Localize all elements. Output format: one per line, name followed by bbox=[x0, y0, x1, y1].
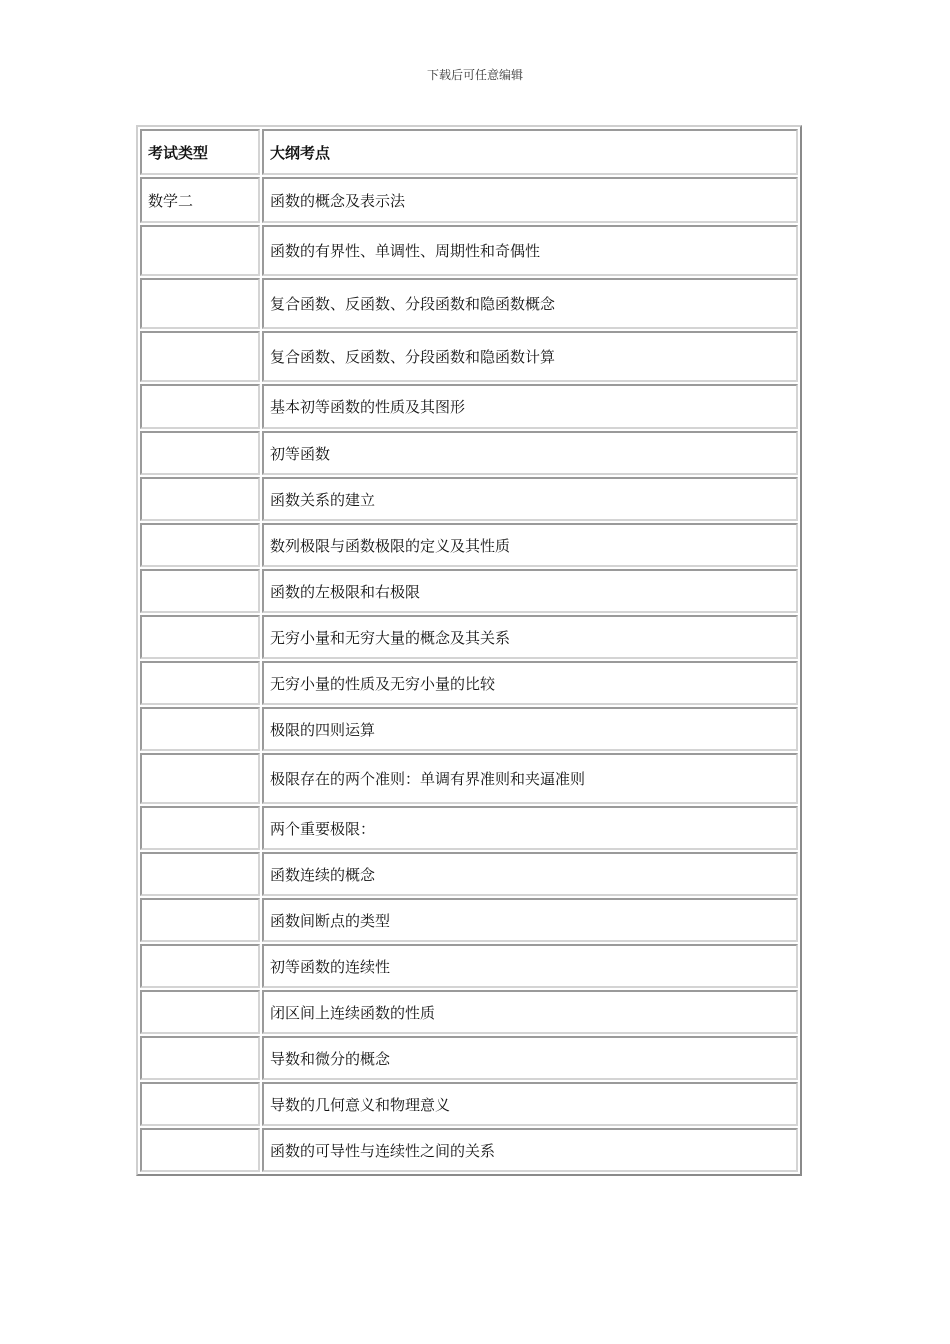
table-row bbox=[140, 1036, 798, 1080]
exam-type-cell bbox=[140, 898, 260, 942]
column-header-exam-type: 考试类型 bbox=[140, 129, 260, 175]
exam-type-cell bbox=[140, 661, 260, 705]
table-row bbox=[140, 990, 798, 1034]
exam-type-cell bbox=[140, 707, 260, 751]
topic-cell: 函数连续的概念 bbox=[262, 852, 798, 896]
exam-type-cell bbox=[140, 569, 260, 613]
topic-cell: 初等函数的连续性 bbox=[262, 944, 798, 988]
table-row bbox=[140, 806, 798, 850]
topic-cell: 复合函数、反函数、分段函数和隐函数概念 bbox=[262, 278, 798, 329]
topic-cell: 复合函数、反函数、分段函数和隐函数计算 bbox=[262, 331, 798, 382]
exam-type-cell bbox=[140, 225, 260, 276]
exam-type-cell bbox=[140, 852, 260, 896]
exam-type-cell bbox=[140, 1128, 260, 1172]
exam-type-cell bbox=[140, 1036, 260, 1080]
topic-cell: 初等函数 bbox=[262, 431, 798, 475]
exam-type-cell bbox=[140, 523, 260, 567]
topic-cell: 极限存在的两个准则：单调有界准则和夹逼准则 bbox=[262, 753, 798, 804]
table-row bbox=[140, 753, 798, 804]
exam-type-cell: 数学二 bbox=[140, 177, 260, 223]
table-row bbox=[140, 661, 798, 705]
table-row bbox=[140, 1082, 798, 1126]
topic-cell: 无穷小量的性质及无穷小量的比较 bbox=[262, 661, 798, 705]
table-row bbox=[140, 431, 798, 475]
topic-cell: 基本初等函数的性质及其图形 bbox=[262, 384, 798, 429]
exam-type-cell bbox=[140, 1082, 260, 1126]
topic-cell: 无穷小量和无穷大量的概念及其关系 bbox=[262, 615, 798, 659]
exam-type-cell bbox=[140, 278, 260, 329]
table-row bbox=[140, 384, 798, 429]
table-header-row bbox=[140, 129, 798, 175]
table-row bbox=[140, 569, 798, 613]
exam-type-cell bbox=[140, 944, 260, 988]
page-header-note: 下载后可任意编辑 bbox=[426, 68, 523, 82]
table-row bbox=[140, 331, 798, 382]
table-row bbox=[140, 707, 798, 751]
topic-cell: 函数的左极限和右极限 bbox=[262, 569, 798, 613]
table-row bbox=[140, 523, 798, 567]
topic-cell: 数列极限与函数极限的定义及其性质 bbox=[262, 523, 798, 567]
exam-type-cell bbox=[140, 384, 260, 429]
exam-type-cell bbox=[140, 806, 260, 850]
exam-type-cell bbox=[140, 753, 260, 804]
topic-cell: 导数的几何意义和物理意义 bbox=[262, 1082, 798, 1126]
topic-cell: 函数间断点的类型 bbox=[262, 898, 798, 942]
topic-cell: 导数和微分的概念 bbox=[262, 1036, 798, 1080]
topic-cell: 函数关系的建立 bbox=[262, 477, 798, 521]
exam-type-cell bbox=[140, 615, 260, 659]
topic-cell: 闭区间上连续函数的性质 bbox=[262, 990, 798, 1034]
topic-cell: 两个重要极限： bbox=[262, 806, 798, 850]
table-row bbox=[140, 1128, 798, 1172]
topic-cell: 极限的四则运算 bbox=[262, 707, 798, 751]
topic-cell: 函数的概念及表示法 bbox=[262, 177, 798, 223]
table-row bbox=[140, 477, 798, 521]
topic-cell: 函数的可导性与连续性之间的关系 bbox=[262, 1128, 798, 1172]
exam-outline-table bbox=[136, 125, 802, 1176]
topic-cell: 函数的有界性、单调性、周期性和奇偶性 bbox=[262, 225, 798, 276]
table-row bbox=[140, 177, 798, 223]
exam-type-cell bbox=[140, 990, 260, 1034]
table-row bbox=[140, 898, 798, 942]
column-header-outline-topic: 大纲考点 bbox=[262, 129, 798, 175]
table-row bbox=[140, 852, 798, 896]
exam-type-cell bbox=[140, 331, 260, 382]
table-row bbox=[140, 225, 798, 276]
exam-type-cell bbox=[140, 477, 260, 521]
exam-type-cell bbox=[140, 431, 260, 475]
table-row bbox=[140, 278, 798, 329]
table-row bbox=[140, 615, 798, 659]
table-row bbox=[140, 944, 798, 988]
